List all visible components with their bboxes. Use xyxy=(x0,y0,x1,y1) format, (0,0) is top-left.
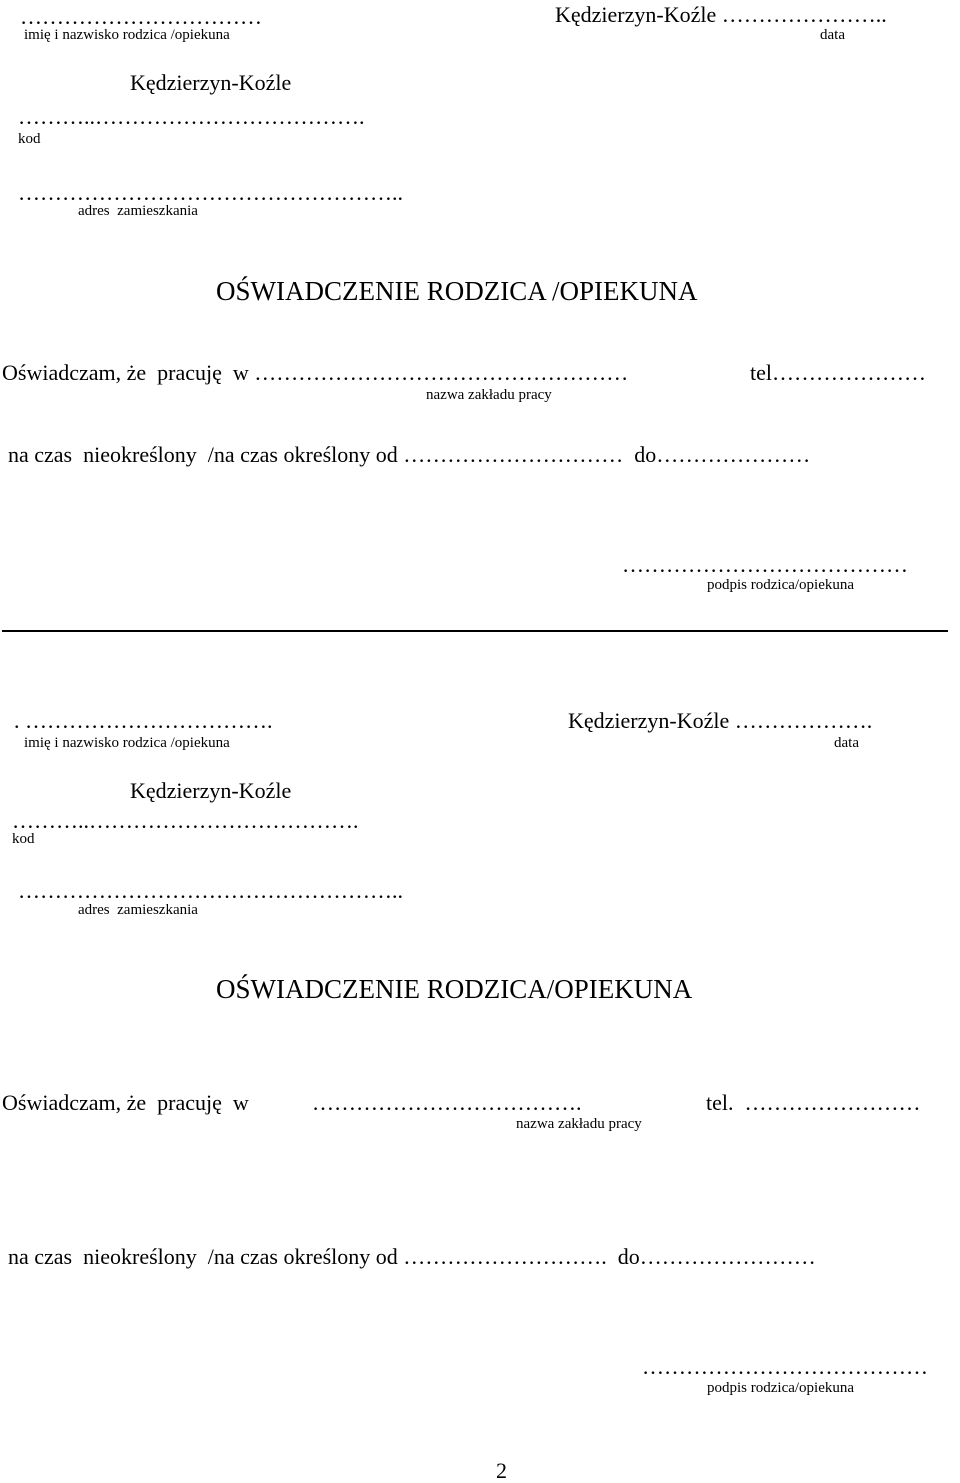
parent-name-field: . ……………………………. xyxy=(14,708,273,733)
page-number: 2 xyxy=(496,1458,507,1483)
place-date-field: Kędzierzyn-Koźle ………………. xyxy=(568,708,873,733)
statement-title: OŚWIADCZENIE RODZICA/OPIEKUNA xyxy=(216,974,693,1004)
address-field: …………………………………………….. xyxy=(18,180,403,205)
postal-code-label: kod xyxy=(12,831,35,847)
postal-code-field: ………..………………………………. xyxy=(18,104,365,129)
workplace-statement: Oświadczam, że pracuję w …………………………………………… xyxy=(2,360,629,385)
section-divider xyxy=(2,630,948,632)
employment-period: na czas nieokreślony /na czas określony od ………………………… do………………… xyxy=(8,442,811,467)
workplace-statement: Oświadczam, że pracuję w xyxy=(2,1090,249,1115)
workplace-field: ………………………………. xyxy=(312,1090,582,1115)
postal-code-label: kod xyxy=(18,131,41,147)
phone-field: tel………………… xyxy=(750,360,926,385)
postal-code-field: ………..………………………………. xyxy=(12,808,359,833)
signature-label: podpis rodzica/opiekuna xyxy=(707,1380,855,1396)
phone-field: tel. …………………… xyxy=(706,1090,921,1115)
address-field: …………………………………………….. xyxy=(18,878,403,903)
parent-name-label: imię i nazwisko rodzica /opiekuna xyxy=(24,735,230,751)
workplace-label: nazwa zakładu pracy xyxy=(516,1116,642,1132)
address-label: adres zamieszkania xyxy=(78,203,198,219)
date-label: data xyxy=(834,735,859,751)
statement-title: OŚWIADCZENIE RODZICA /OPIEKUNA xyxy=(216,276,698,306)
date-label: data xyxy=(820,27,845,43)
workplace-label: nazwa zakładu pracy xyxy=(426,387,552,403)
place-date-field: Kędzierzyn-Koźle ………………….. xyxy=(555,2,887,27)
signature-field: ………………………………… xyxy=(622,552,908,577)
signature-field: ………………………………… xyxy=(642,1354,928,1379)
parent-name-label: imię i nazwisko rodzica /opiekuna xyxy=(24,27,230,43)
signature-label: podpis rodzica/opiekuna xyxy=(707,577,855,593)
parent-name-field: …………………………… xyxy=(20,4,262,29)
address-label: adres zamieszkania xyxy=(78,902,198,918)
city-name: Kędzierzyn-Koźle xyxy=(130,70,292,95)
city-name: Kędzierzyn-Koźle xyxy=(130,778,292,803)
employment-period: na czas nieokreślony /na czas określony od ………………………. do…………………… xyxy=(8,1244,816,1269)
